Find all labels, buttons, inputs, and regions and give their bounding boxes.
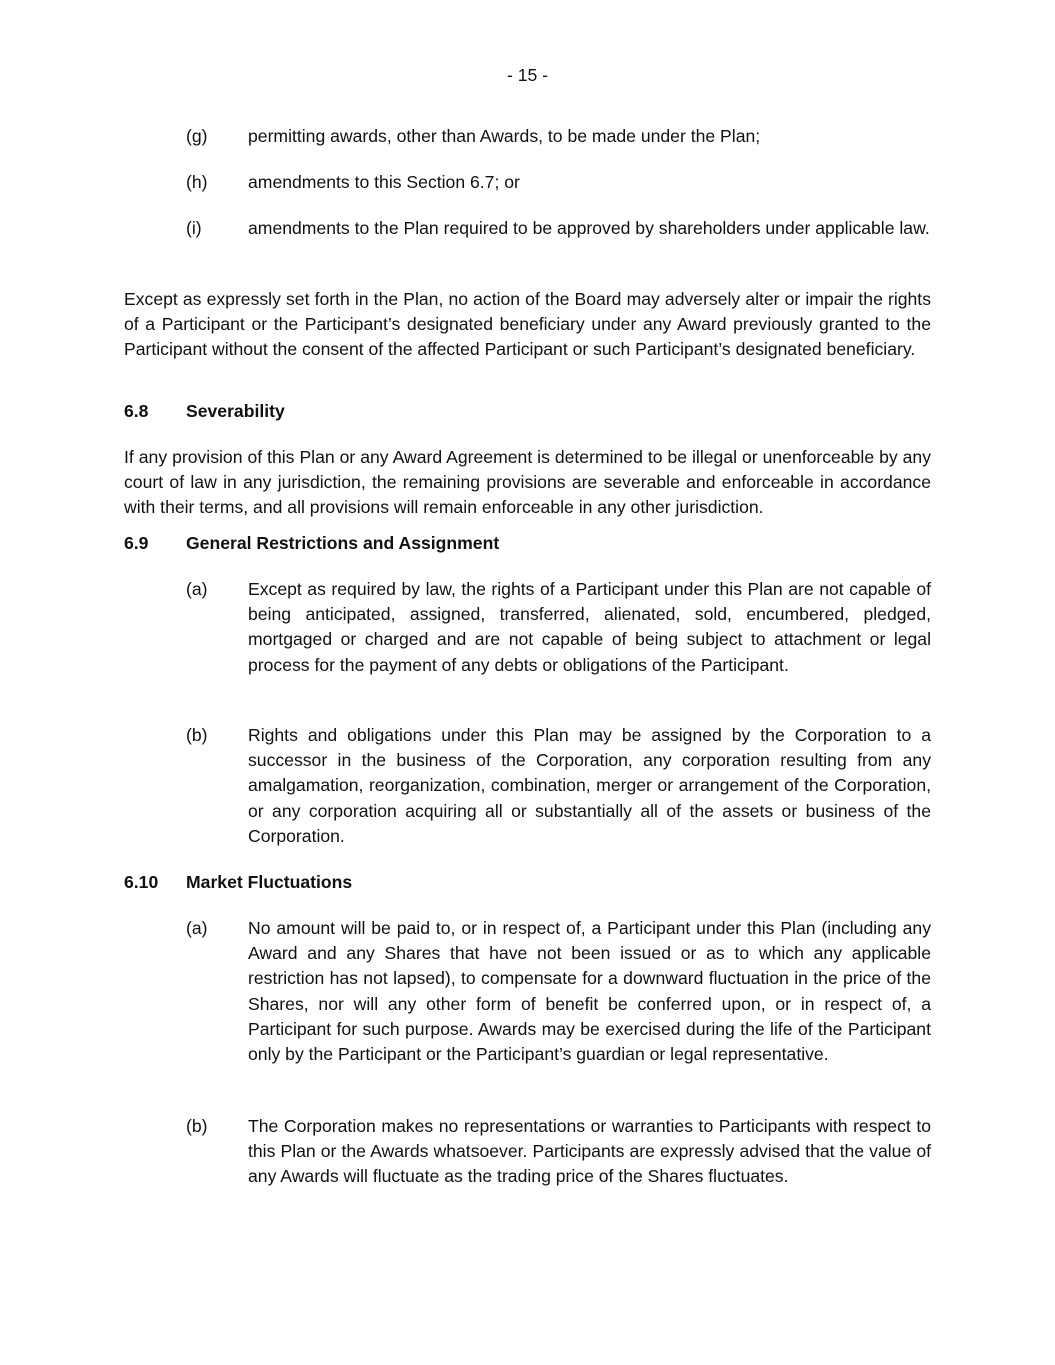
list-item-label: (a)	[186, 918, 208, 938]
section-number: 6.9	[124, 533, 149, 553]
list-item-text: amendments to the Plan required to be approved by shareholders under applicable law.	[248, 218, 930, 238]
list-item-label: (h)	[186, 172, 208, 192]
section-title: Severability	[186, 401, 285, 421]
page-number: - 15 -	[506, 65, 549, 85]
list-item	[186, 916, 931, 1067]
list-item-text: Rights and obligations under this Plan may be assigned by the Corporation to a successor in the business of the Corporation, any corporation resulting from any amalgamation, reorganization, combination, merger or arrangement of the Corporation, or any corporation acquiring all or substantially all of the assets or business of the Corporation.	[248, 725, 931, 846]
section-title: General Restrictions and Assignment	[186, 533, 500, 553]
section-number: 6.8	[124, 401, 149, 421]
body-paragraph: Except as expressly set forth in the Plan, no action of the Board may adversely alter or impair the rights of a Participant or the Participant’s designated beneficiary under any Award previously granted to the Participant without the consent of the affected Participant or such Participant’s designated beneficiary.	[124, 289, 931, 360]
list-item-text: The Corporation makes no representations or warranties to Participants with respect to this Plan or the Awards whatsoever. Participants are expressly advised that the value of any Awards will fluctuate as the trading price of the Shares fluctuates.	[248, 1116, 931, 1187]
list-item-label: (g)	[186, 126, 208, 146]
list-item-label: (i)	[186, 218, 202, 238]
list-item-text: Except as required by law, the rights of a Participant under this Plan are not capable of being anticipated, assigned, transferred, alienated, sold, encumbered, pledged, mortgaged or charged and are not capable of being subject to attachment or legal process for the payment of any debts or obligations of the Participant.	[248, 579, 931, 675]
body-paragraph: If any provision of this Plan or any Award Agreement is determined to be illegal or unenforceable by any court of law in any jurisdiction, the remaining provisions are severable and enforceable in accordance with their terms, and all provisions will remain enforceable in any other jurisdiction.	[124, 447, 931, 518]
section-title: Market Fluctuations	[186, 872, 353, 892]
list-item-label: (a)	[186, 579, 208, 599]
list-item-label: (b)	[186, 725, 208, 745]
list-item-text: permitting awards, other than Awards, to be made under the Plan;	[248, 126, 761, 146]
section-heading-6-8	[124, 399, 931, 424]
list-item	[186, 124, 931, 149]
list-item-label: (b)	[186, 1116, 208, 1136]
list-item-text: No amount will be paid to, or in respect of, a Participant under this Plan (including any Award and any Shares that have not been issued or as to which any applicable restriction has not lapsed), to compensate for a downward fluctuation in the price of the Shares, nor will any other form of benefit be conferred upon, or in respect of, a Participant for such purpose. Awards may be exercised during the life of the Participant only by the Participant or the Participant’s guardian or legal representative.	[248, 918, 931, 1065]
list-item	[186, 723, 931, 849]
list-item	[186, 1114, 931, 1190]
section-heading-6-10	[124, 870, 931, 895]
list-item	[186, 216, 931, 241]
section-heading-6-9	[124, 531, 931, 556]
section-number: 6.10	[124, 872, 159, 892]
list-item-text: amendments to this Section 6.7; or	[248, 172, 520, 192]
list-item	[186, 577, 931, 678]
list-item	[186, 170, 931, 195]
